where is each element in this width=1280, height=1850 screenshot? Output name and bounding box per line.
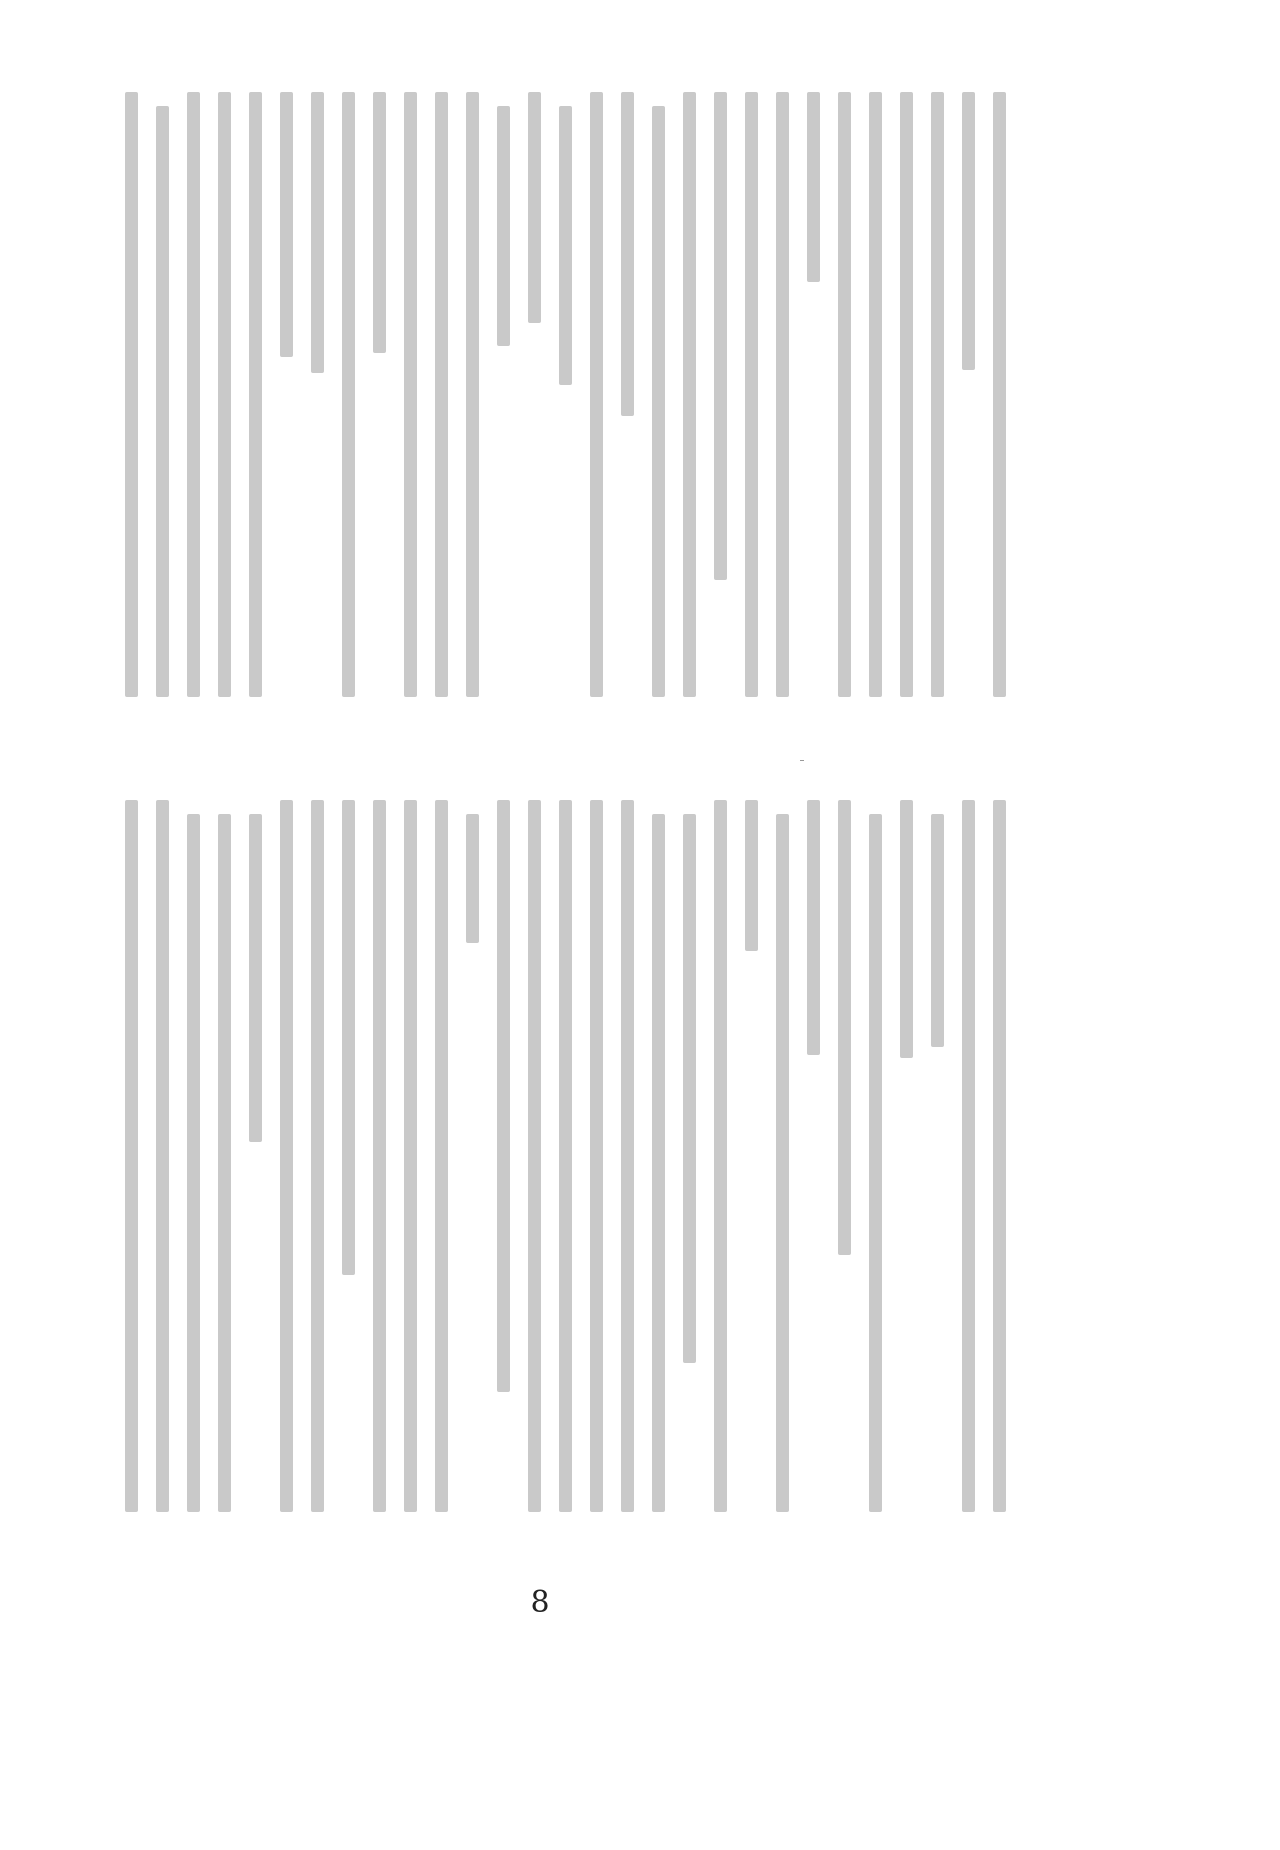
text-line-redacted (869, 92, 882, 697)
text-column (147, 800, 178, 1512)
text-line-redacted (342, 92, 355, 697)
text-column (271, 92, 302, 697)
text-column (860, 92, 891, 697)
text-column (147, 92, 178, 697)
text-line-redacted (528, 800, 541, 1512)
text-column (984, 92, 1015, 697)
text-line-redacted (807, 800, 820, 1055)
text-line-redacted (776, 814, 789, 1512)
text-line-redacted (218, 814, 231, 1512)
text-column (705, 800, 736, 1512)
text-column (333, 800, 364, 1512)
text-column (550, 92, 581, 697)
text-column (643, 800, 674, 1512)
text-line-redacted (838, 92, 851, 697)
text-column (240, 800, 271, 1512)
text-column (364, 92, 395, 697)
text-line-redacted (187, 92, 200, 697)
text-line-redacted (435, 92, 448, 697)
text-column (426, 92, 457, 697)
text-column (798, 92, 829, 697)
text-column (829, 92, 860, 697)
page-number: 8 (530, 1585, 550, 1620)
text-line-redacted (559, 106, 572, 385)
text-line-redacted (218, 92, 231, 697)
text-line-redacted (838, 800, 851, 1255)
text-line-redacted (683, 92, 696, 697)
text-column (612, 800, 643, 1512)
text-line-redacted (559, 800, 572, 1512)
text-column (953, 800, 984, 1512)
text-line-redacted (652, 106, 665, 697)
text-column (767, 800, 798, 1512)
text-column (612, 92, 643, 697)
text-line-redacted (404, 92, 417, 697)
text-column (891, 800, 922, 1512)
text-column (674, 92, 705, 697)
text-column (116, 800, 147, 1512)
text-line-redacted (466, 814, 479, 943)
text-column (922, 800, 953, 1512)
text-line-redacted (125, 92, 138, 697)
text-column (271, 800, 302, 1512)
divider-mark (800, 760, 804, 761)
text-column (829, 800, 860, 1512)
text-column (953, 92, 984, 697)
text-column (488, 800, 519, 1512)
text-column (178, 800, 209, 1512)
text-line-redacted (900, 800, 913, 1058)
text-line-redacted (404, 800, 417, 1512)
text-block-bottom (115, 800, 1015, 1512)
text-column (333, 92, 364, 697)
text-line-redacted (776, 92, 789, 697)
text-column (302, 800, 333, 1512)
text-line-redacted (962, 800, 975, 1512)
text-line-redacted (280, 800, 293, 1512)
text-line-redacted (993, 92, 1006, 697)
text-line-redacted (528, 92, 541, 323)
text-column (705, 92, 736, 697)
text-line-redacted (466, 92, 479, 697)
text-column (178, 92, 209, 697)
text-line-redacted (156, 106, 169, 697)
text-line-redacted (590, 800, 603, 1512)
text-line-redacted (280, 92, 293, 357)
text-line-redacted (342, 800, 355, 1275)
text-column (798, 800, 829, 1512)
text-line-redacted (373, 92, 386, 353)
text-column (643, 92, 674, 697)
text-column (364, 800, 395, 1512)
text-column (736, 92, 767, 697)
text-column (488, 92, 519, 697)
text-line-redacted (621, 800, 634, 1512)
text-column (984, 800, 1015, 1512)
text-column (674, 800, 705, 1512)
text-column (519, 92, 550, 697)
text-line-redacted (745, 92, 758, 697)
text-line-redacted (714, 92, 727, 580)
text-column (116, 92, 147, 697)
text-line-redacted (373, 800, 386, 1512)
text-column (736, 800, 767, 1512)
text-line-redacted (745, 800, 758, 951)
text-line-redacted (125, 800, 138, 1512)
text-line-redacted (869, 814, 882, 1512)
text-block-top (115, 92, 1015, 697)
text-column (519, 800, 550, 1512)
text-column (550, 800, 581, 1512)
text-line-redacted (311, 800, 324, 1512)
text-line-redacted (187, 814, 200, 1512)
text-column (209, 92, 240, 697)
text-line-redacted (249, 814, 262, 1142)
text-column (581, 92, 612, 697)
text-line-redacted (807, 92, 820, 282)
text-column (581, 800, 612, 1512)
text-column (922, 92, 953, 697)
text-line-redacted (931, 814, 944, 1047)
text-column (395, 92, 426, 697)
text-line-redacted (497, 800, 510, 1392)
text-column (860, 800, 891, 1512)
text-line-redacted (497, 106, 510, 346)
text-line-redacted (900, 92, 913, 697)
text-line-redacted (621, 92, 634, 416)
text-line-redacted (993, 800, 1006, 1512)
text-line-redacted (962, 92, 975, 370)
text-column (395, 800, 426, 1512)
text-line-redacted (590, 92, 603, 697)
text-line-redacted (931, 92, 944, 697)
text-line-redacted (311, 92, 324, 373)
text-column (767, 92, 798, 697)
text-line-redacted (156, 800, 169, 1512)
text-line-redacted (683, 814, 696, 1363)
text-column (891, 92, 922, 697)
text-line-redacted (652, 814, 665, 1512)
text-column (457, 92, 488, 697)
text-line-redacted (714, 800, 727, 1512)
text-column (302, 92, 333, 697)
text-column (209, 800, 240, 1512)
text-column (426, 800, 457, 1512)
text-line-redacted (249, 92, 262, 697)
text-column (457, 800, 488, 1512)
text-line-redacted (435, 800, 448, 1512)
text-column (240, 92, 271, 697)
